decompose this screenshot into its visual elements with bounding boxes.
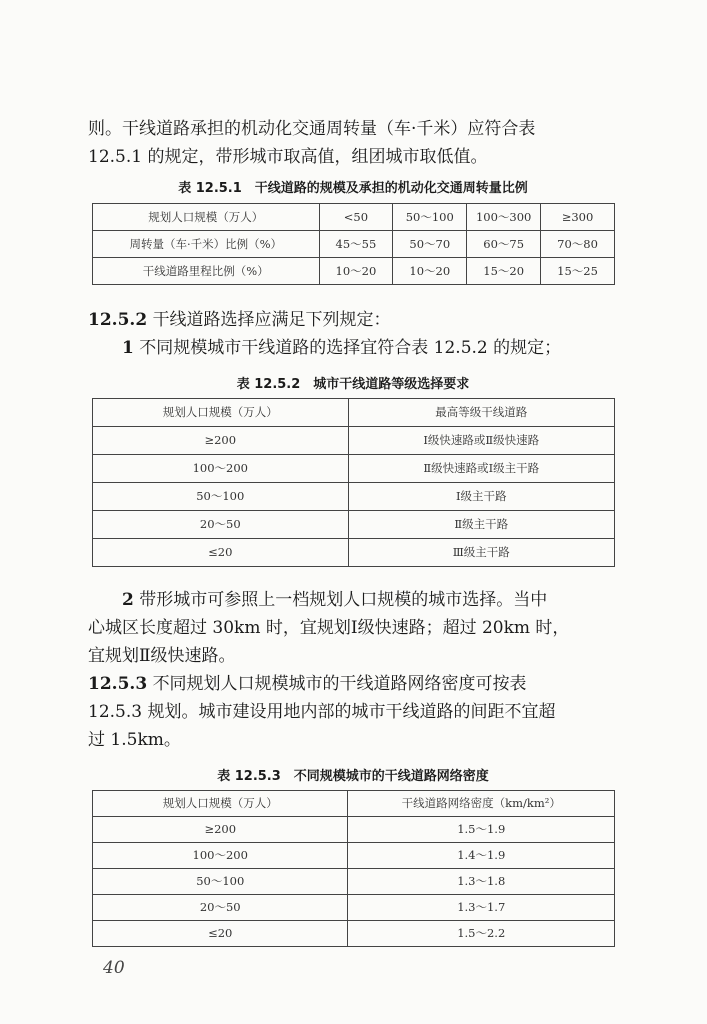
table-cell: 规划人口规模（万人） xyxy=(93,204,320,231)
item-number: 2 xyxy=(122,590,134,610)
table-cell: 100～300 xyxy=(467,204,541,231)
table-cell: 15～25 xyxy=(541,258,615,285)
table-row xyxy=(93,483,615,511)
table-1-caption: 表 12.5.1 干线道路的规模及承担的机动化交通周转量比例 xyxy=(178,181,528,196)
section-line-3: 过 1.5km。 xyxy=(88,730,181,750)
table-row xyxy=(93,817,615,843)
table-cell: 50～100 xyxy=(93,869,348,895)
table-row xyxy=(93,895,615,921)
table-1-header-row xyxy=(93,204,615,231)
section-number: 12.5.3 xyxy=(88,674,148,694)
table-row xyxy=(93,258,615,285)
table-cell: 45～55 xyxy=(319,231,393,258)
table-2-header-row xyxy=(93,399,615,427)
table-row xyxy=(93,869,615,895)
table-cell: 干线道路里程比例（%） xyxy=(93,258,320,285)
table-cell: 15～20 xyxy=(467,258,541,285)
table-cell: 1.5～1.9 xyxy=(348,817,615,843)
table-cell: Ⅱ级主干路 xyxy=(348,511,614,539)
table-cell: ≥200 xyxy=(93,427,349,455)
table-row xyxy=(93,921,615,947)
item-2-line-1: 带形城市可参照上一档规划人口规模的城市选择。当中 xyxy=(139,590,548,610)
table-cell: 规划人口规模（万人） xyxy=(93,791,348,817)
table-row xyxy=(93,843,615,869)
table-cell: 1.3～1.7 xyxy=(348,895,615,921)
table-row xyxy=(93,539,615,567)
page-number: 40 xyxy=(103,958,125,978)
table-cell: 1.4～1.9 xyxy=(348,843,615,869)
table-cell: 规划人口规模（万人） xyxy=(93,399,349,427)
table-cell: 10～20 xyxy=(319,258,393,285)
item-2-line-3: 宜规划Ⅱ级快速路。 xyxy=(88,646,236,666)
table-3 xyxy=(92,790,615,947)
table-row xyxy=(93,427,615,455)
table-cell: 50～70 xyxy=(393,231,467,258)
table-cell: 60～75 xyxy=(467,231,541,258)
item-text: 不同规模城市干线道路的选择宜符合表 12.5.2 的规定； xyxy=(139,338,562,358)
table-1 xyxy=(92,203,615,285)
section-number: 12.5.2 xyxy=(88,310,148,330)
table-cell: Ⅲ级主干路 xyxy=(348,539,614,567)
table-cell: 10～20 xyxy=(393,258,467,285)
intro-paragraph xyxy=(88,115,618,171)
section-line-1: 不同规划人口规模城市的干线道路网络密度可按表 xyxy=(152,674,527,694)
table-cell: 干线道路网络密度（km/km²） xyxy=(348,791,615,817)
table-row xyxy=(93,455,615,483)
section-12-5-2 xyxy=(88,306,618,362)
table-cell: 1.3～1.8 xyxy=(348,869,615,895)
table-cell: Ⅰ级快速路或Ⅱ级快速路 xyxy=(348,427,614,455)
table-row xyxy=(93,231,615,258)
intro-line-2: 12.5.1 的规定，带形城市取高值，组团城市取低值。 xyxy=(88,147,488,167)
table-3-header-row xyxy=(93,791,615,817)
table-cell: ≥200 xyxy=(93,817,348,843)
table-row xyxy=(93,511,615,539)
table-cell: 最高等级干线道路 xyxy=(348,399,614,427)
table-cell: Ⅰ级主干路 xyxy=(348,483,614,511)
item-2-line-2: 心城区长度超过 30km 时，宜规划Ⅰ级快速路；超过 20km 时， xyxy=(88,618,570,638)
table-cell: 20～50 xyxy=(93,895,348,921)
table-cell: 50～100 xyxy=(93,483,349,511)
table-cell: ≤20 xyxy=(93,921,348,947)
table-2-caption: 表 12.5.2 城市干线道路等级选择要求 xyxy=(236,377,470,392)
table-cell: <50 xyxy=(319,204,393,231)
table-3-caption: 表 12.5.3 不同规模城市的干线道路网络密度 xyxy=(217,769,489,784)
table-cell: ≤20 xyxy=(93,539,349,567)
table-cell: 50～100 xyxy=(393,204,467,231)
table-cell: 周转量（车·千米）比例（%） xyxy=(93,231,320,258)
section-12-5-3 xyxy=(88,670,618,754)
section-text: 干线道路选择应满足下列规定： xyxy=(152,310,391,330)
table-cell: ≥300 xyxy=(541,204,615,231)
table-cell: 70～80 xyxy=(541,231,615,258)
item-2-paragraph xyxy=(88,586,618,670)
section-line-2: 12.5.3 规划。城市建设用地内部的城市干线道路的间距不宜超 xyxy=(88,702,556,722)
table-cell: 20～50 xyxy=(93,511,349,539)
intro-line-1: 则。干线道路承担的机动化交通周转量（车·千米）应符合表 xyxy=(88,119,536,139)
table-2 xyxy=(92,398,615,567)
table-cell: Ⅱ级快速路或Ⅰ级主干路 xyxy=(348,455,614,483)
table-cell: 1.5～2.2 xyxy=(348,921,615,947)
table-cell: 100～200 xyxy=(93,843,348,869)
table-cell: 100～200 xyxy=(93,455,349,483)
item-number: 1 xyxy=(122,338,134,358)
